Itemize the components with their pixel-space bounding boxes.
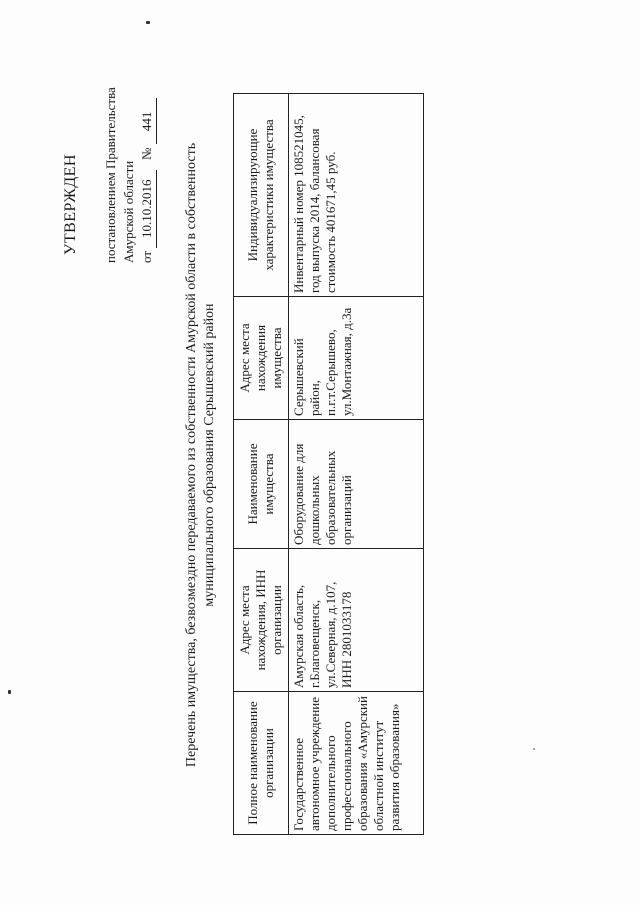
cell-organization-name: Государственное автономное учреждение дополнительного профессионального образования «Амурский областной институт развития образования» (289, 692, 424, 835)
scan-speck (146, 21, 150, 24)
approval-date-line (138, 13, 157, 263)
scan-speck (533, 748, 535, 750)
header-organization-name: Полное наименование организации (234, 692, 289, 835)
property-table (233, 93, 424, 835)
header-organization-address: Адрес места нахождения, ИНН организации (234, 549, 289, 692)
property-table-grid (233, 93, 424, 835)
cell-property-address: Серышевский район, п.г.т.Серышево, ул.Монтажная, д.3а (289, 297, 424, 420)
cell-organization-address: Амурская область, г.Благовещенск, ул.Северная, д.107, ИНН 2801033178 (289, 549, 424, 692)
cell-property-name: Оборудование для дошкольных образовательных организаций (289, 420, 424, 549)
date-prefix: от (139, 250, 154, 263)
table-row (289, 94, 424, 835)
number-prefix: № (139, 147, 154, 160)
document-title-line-1: Перечень имущества, безвозмездно передаваемого из собственности Амурской области в собственность (184, 142, 199, 768)
approval-block (102, 13, 157, 263)
document-title-line-2: муниципального образования Серышевский район (202, 303, 217, 607)
approval-number: 441 (138, 98, 157, 144)
header-property-address: Адрес места нахождения имущества (234, 297, 289, 420)
document-title (183, 75, 219, 835)
approval-date: 10.10.2016 (138, 170, 157, 248)
header-property-characteristics: Индивидуализирующие характеристики имущества (234, 94, 289, 297)
table-header-row (234, 94, 289, 835)
cell-property-characteristics: Инвентарный номер 108521045, год выпуска 2014, балансовая стоимость 401671,45 руб. (289, 94, 424, 297)
scan-speck (8, 690, 11, 694)
approval-title: УТВЕРЖДЕН (62, 154, 79, 255)
header-property-name: Наименование имущества (234, 420, 289, 549)
approval-line-1: постановлением Правительства (103, 87, 118, 263)
approval-line-2: Амурской области (121, 160, 136, 263)
